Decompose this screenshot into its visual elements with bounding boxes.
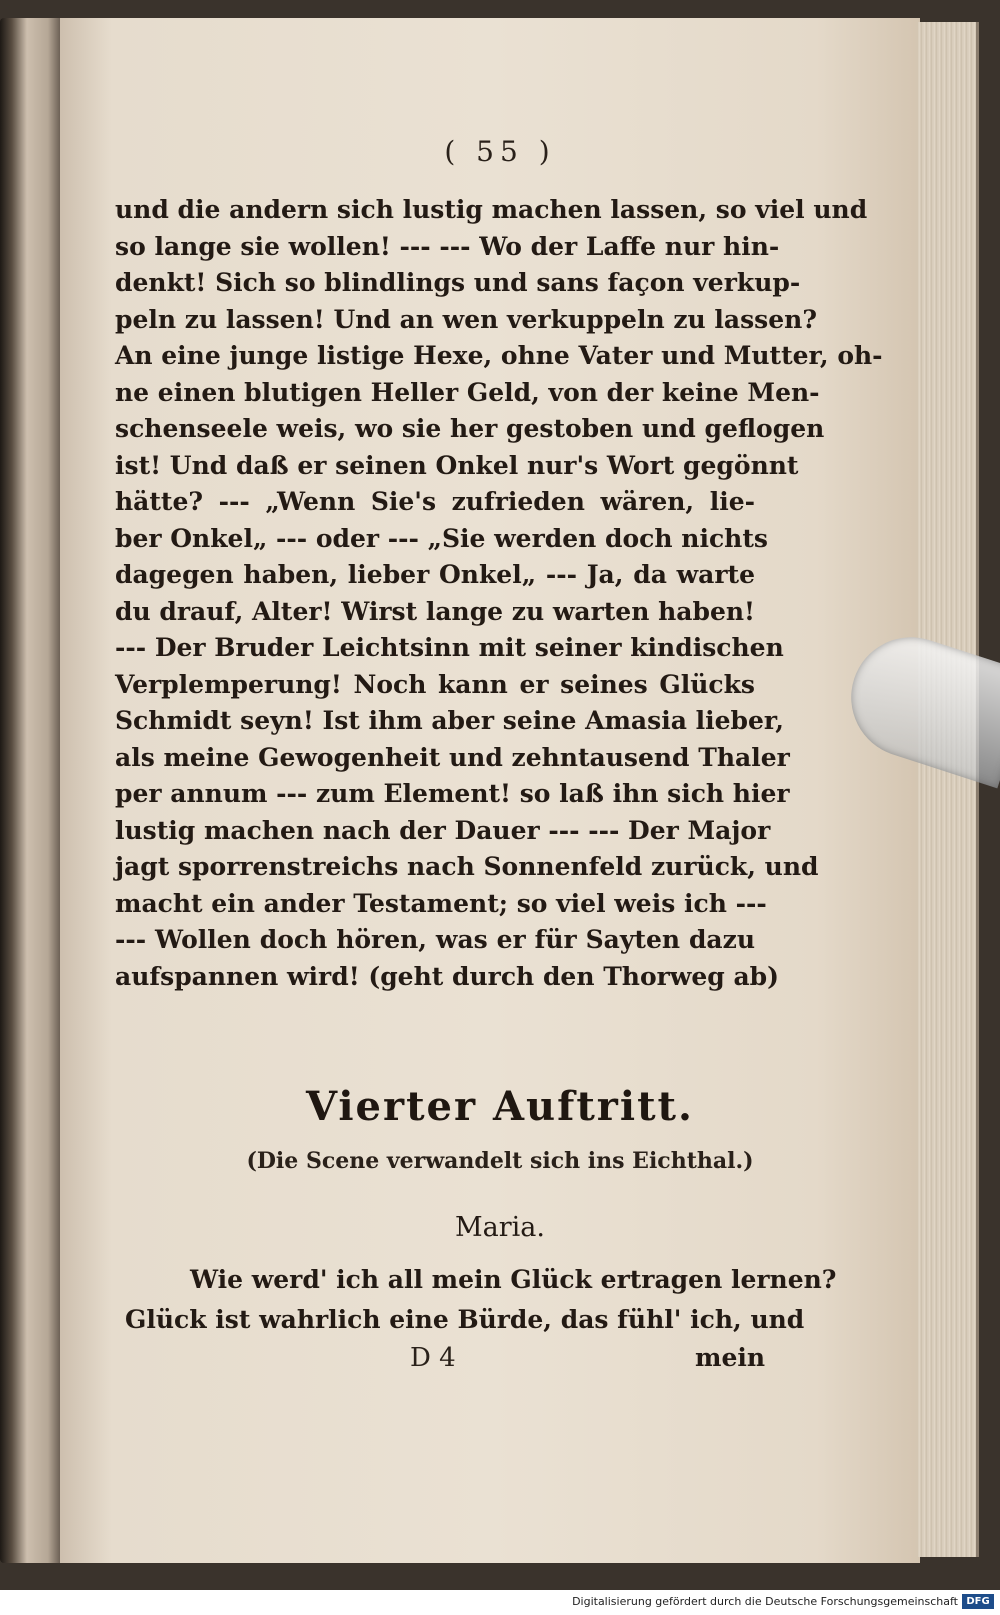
text-line: ne einen blutigen Heller Geld, von der keine Men- <box>115 377 820 407</box>
speech-text <box>125 1260 837 1340</box>
text-line: dagegen haben, lieber Onkel„ --- Ja, da warte <box>115 560 755 589</box>
speech-line: Glück ist wahrlich eine Bürde, das fühl' ich, und <box>125 1305 805 1334</box>
speaker-name: Maria. <box>455 1212 545 1243</box>
dfg-logo: DFG <box>962 1594 994 1609</box>
page-number: ( 55 ) <box>444 135 556 168</box>
text-line: Schmidt seyn! Ist ihm aber seine Amasia lieber, <box>115 706 784 735</box>
text-line: als meine Gewogenheit und zehntausend Thaler <box>115 742 790 772</box>
printer-signature: D 4 <box>410 1343 456 1373</box>
facing-page-edge <box>0 18 60 1563</box>
text-line: und die andern sich lustig machen lassen, so viel und <box>115 195 868 224</box>
text-line: schenseele weis, wo sie her gestoben und geflogen <box>115 414 825 443</box>
funding-credit: Digitalisierung gefördert durch die Deutsche Forschungsgemeinschaft <box>572 1595 958 1608</box>
text-line: An eine junge listige Hexe, ohne Vater und Mutter, oh- <box>115 341 883 370</box>
text-line: per annum --- zum Element! so laß ihn sich hier <box>115 779 790 808</box>
text-line: --- Der Bruder Leichtsinn mit seiner kindischen <box>115 633 784 662</box>
body-text <box>115 192 883 995</box>
catchword: mein <box>695 1343 766 1372</box>
page-fore-edge <box>918 22 979 1557</box>
text-line: ist! Und daß er seinen Onkel nur's Wort gegönnt <box>115 450 799 480</box>
text-line: jagt sporrenstreichs nach Sonnenfeld zurück, und <box>115 852 819 881</box>
text-line: hätte? --- „Wenn Sie's zufrieden wären, lie- <box>115 487 755 516</box>
text-line: so lange sie wollen! --- --- Wo der Laffe nur hin- <box>115 231 780 261</box>
speech-line: Wie werd' ich all mein Glück ertragen lernen? <box>190 1265 837 1294</box>
footer-bar <box>0 1590 1000 1615</box>
text-line: peln zu lassen! Und an wen verkuppeln zu lassen? <box>115 304 817 334</box>
text-line: denkt! Sich so blindlings und sans façon verkup- <box>115 268 801 297</box>
stage-direction: (Die Scene verwandelt sich ins Eichthal.) <box>246 1148 754 1174</box>
text-line: --- Wollen doch hören, was er für Sayten dazu <box>115 925 755 954</box>
text-line: ber Onkel„ --- oder --- „Sie werden doch nichts <box>115 523 768 553</box>
scene-title: Vierter Auftritt. <box>306 1083 694 1130</box>
text-line: Verplemperung! Noch kann er seines Glücks <box>115 669 755 699</box>
text-line: du drauf, Alter! Wirst lange zu warten haben! <box>115 596 756 626</box>
text-line: lustig machen nach der Dauer --- --- Der Major <box>115 815 771 845</box>
text-line: macht ein ander Testament; so viel weis ich --- <box>115 888 767 918</box>
text-line: aufspannen wird! (geht durch den Thorweg ab) <box>115 961 779 991</box>
